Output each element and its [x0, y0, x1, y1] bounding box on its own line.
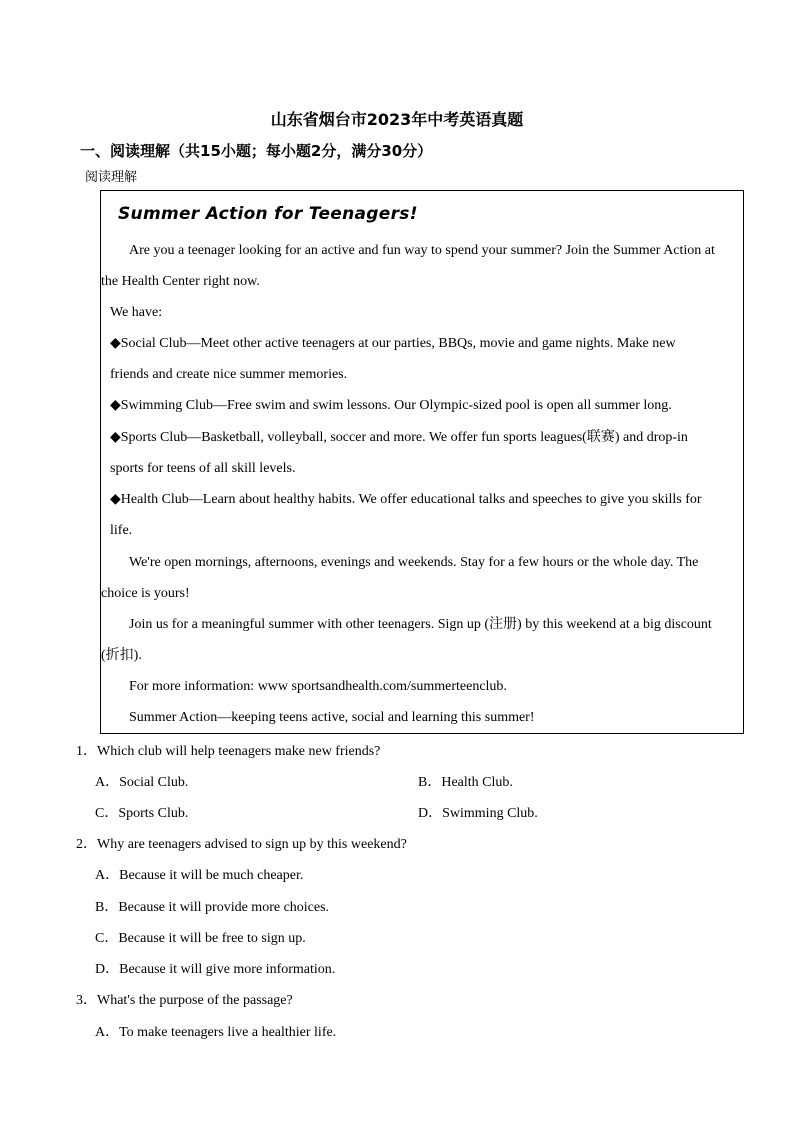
- subsection-label: 阅读理解: [85, 170, 138, 185]
- question-option[interactable]: A．Social Club.: [95, 775, 189, 790]
- passage-line: For more information: www sportsandhealth.com/summerteenclub.: [129, 679, 507, 694]
- question-stem: 3．What's the purpose of the passage?: [76, 993, 293, 1008]
- passage-line: We're open mornings, afternoons, evenings and weekends. Stay for a few hours or the whole day. The: [129, 555, 699, 570]
- passage-line: ◆Swimming Club—Free swim and swim lessons. Our Olympic-sized pool is open all summer long.: [110, 398, 672, 413]
- question-stem: 1．Which club will help teenagers make new friends?: [76, 744, 381, 759]
- question-option[interactable]: A．To make teenagers live a healthier life.: [95, 1025, 337, 1040]
- passage-line: Are you a teenager looking for an active and fun way to spend your summer? Join the Summer Action at: [129, 243, 715, 258]
- passage-line: friends and create nice summer memories.: [110, 367, 348, 382]
- question-option[interactable]: D．Swimming Club.: [418, 806, 538, 821]
- question-option[interactable]: C．Sports Club.: [95, 806, 189, 821]
- passage-line: ◆Health Club—Learn about healthy habits. We offer educational talks and speeches to give you skills for: [110, 492, 702, 507]
- passage-box: [100, 190, 744, 734]
- passage-line: Join us for a meaningful summer with other teenagers. Sign up (注册) by this weekend at a big discount: [129, 617, 712, 632]
- question-option[interactable]: D．Because it will give more information.: [95, 962, 336, 977]
- passage-line: choice is yours!: [101, 586, 190, 601]
- passage-line: ◆Social Club—Meet other active teenagers at our parties, BBQs, movie and game nights. Make new: [110, 336, 676, 351]
- page-title: 山东省烟台市2023年中考英语真题: [270, 110, 524, 129]
- question-option[interactable]: A．Because it will be much cheaper.: [95, 868, 304, 883]
- passage-line: We have:: [110, 305, 163, 320]
- passage-line: the Health Center right now.: [101, 274, 260, 289]
- passage-title: Summer Action for Teenagers!: [118, 204, 418, 224]
- question-option[interactable]: C．Because it will be free to sign up.: [95, 931, 306, 946]
- passage-line: ◆Sports Club—Basketball, volleyball, soccer and more. We offer fun sports leagues(联赛) and drop-in: [110, 430, 688, 445]
- question-option[interactable]: B．Because it will provide more choices.: [95, 900, 330, 915]
- question-stem: 2．Why are teenagers advised to sign up by this weekend?: [76, 837, 407, 852]
- section-heading: 一、阅读理解（共15小题；每小题2分，满分30分）: [80, 142, 433, 160]
- passage-line: life.: [110, 523, 133, 538]
- passage-line: sports for teens of all skill levels.: [110, 461, 296, 476]
- question-option[interactable]: B．Health Club.: [418, 775, 513, 790]
- passage-line: Summer Action—keeping teens active, social and learning this summer!: [129, 710, 535, 725]
- passage-line: (折扣).: [101, 648, 142, 663]
